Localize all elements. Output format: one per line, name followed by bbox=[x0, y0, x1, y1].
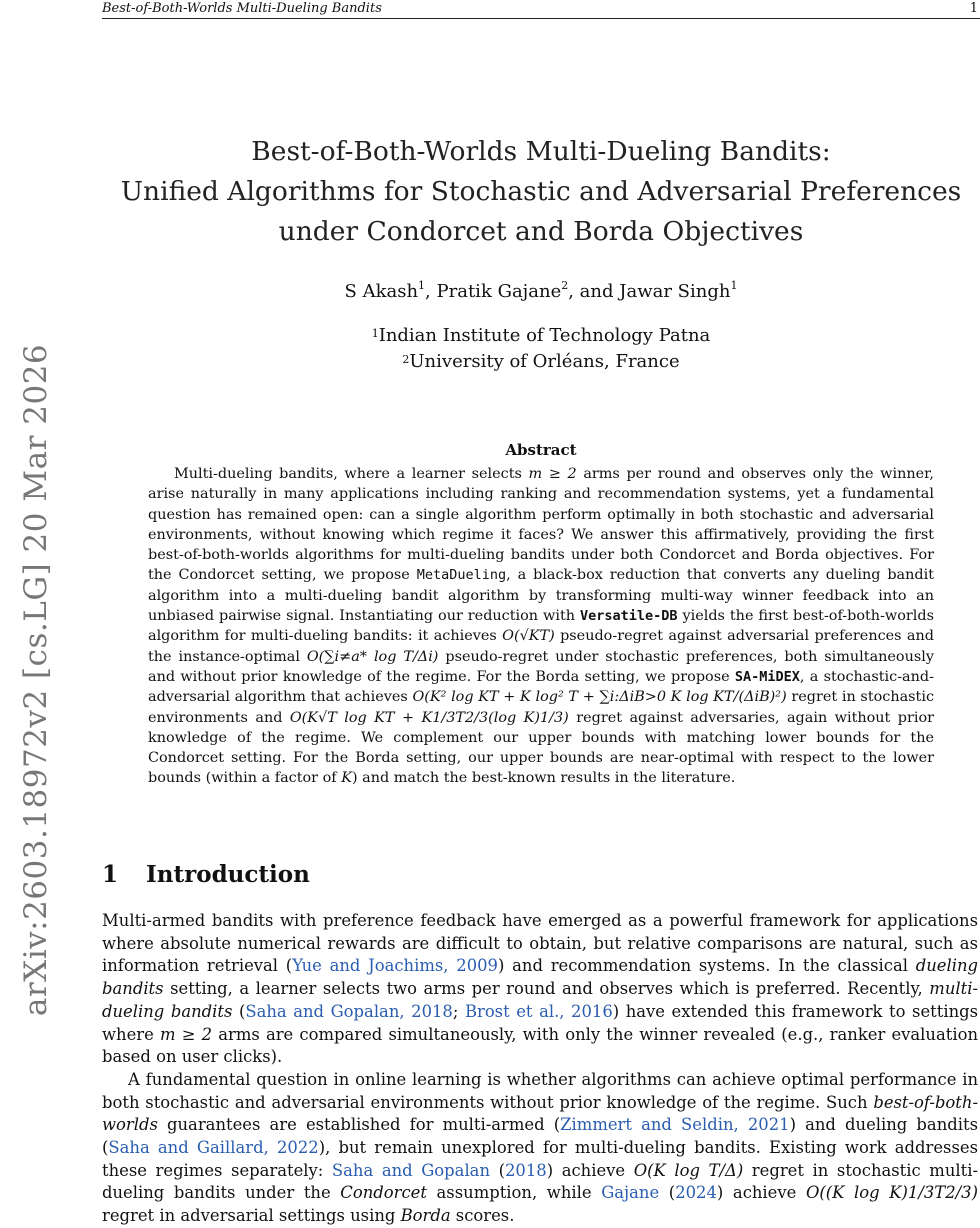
citation-link[interactable]: Brost et al., 2016 bbox=[464, 1001, 613, 1021]
running-title: Best-of-Both-Worlds Multi-Dueling Bandits bbox=[102, 1, 382, 16]
arxiv-identifier: arXiv:2603.18972v2 [cs.LG] 20 Mar 2026 bbox=[18, 343, 54, 1017]
affiliation: $^1$Indian Institute of Technology Patna bbox=[371, 325, 711, 346]
citation-link[interactable]: Saha and Gopalan, 2018 bbox=[245, 1001, 453, 1021]
author-affil-mark: 1 bbox=[418, 279, 426, 292]
title-line-3: under Condorcet and Borda Objectives bbox=[278, 216, 804, 247]
author-name: Jawar Singh bbox=[619, 281, 731, 302]
citation-link[interactable]: Saha and Gaillard, 2022 bbox=[108, 1138, 319, 1158]
abstract-heading: Abstract bbox=[505, 441, 577, 459]
abstract-paragraph: Multi-dueling bandits, where a learner selects m ≥ 2 arms per round and observes only the winner, arise naturally in many applications including ranking and recommendation systems, yet a fundamental question has remained open: can a single algorithm perform optimally in both stochastic and adversarial environments, without knowing which regime it faces? We answer this affirmatively, providing the first best-of-both-worlds algorithms for multi-dueling bandits under both Condorcet and Borda objectives. For the Condorcet setting, we propose MetaDueling, a black-box reduction that converts any dueling bandit algorithm into a multi-dueling bandit algorithm by transforming multi-way winner feedback into an unbiased pairwise signal. Instantiating our reduction with Versatile-DB yields the first best-of-both-worlds algorithm for multi-dueling bandits: it achieves O(√KT) pseudo-regret against adversarial preferences and the instance-optimal O(∑i≠a* log T/Δi) pseudo-regret under stochastic preferences, both simultaneously and without prior knowledge of the regime. For the Borda setting, we propose SA-MiDEX, a stochastic-and-adversarial algorithm that achieves O(K² log KT + K log² T + ∑i:ΔiB>0 K log KT/(ΔiB)²) regret in stochastic environments and O(K√T log KT + K1/3T2/3(log K)1/3) regret against adversaries, again without prior knowledge of the regime. We complement our upper bounds with matching lower bounds for the Condorcet setting. For the Borda setting, our upper bounds are near-optimal with respect to the lower bounds (within a factor of K) and match the best-known results in the literature. bbox=[148, 466, 935, 787]
citation-link[interactable]: Gajane bbox=[601, 1183, 660, 1203]
paper-title bbox=[102, 132, 980, 252]
math-inline: O(K√T log KT + K1/3T2/3(log K)1/3) bbox=[289, 709, 569, 726]
citation-link[interactable]: Zimmert and Seldin, 2021 bbox=[560, 1115, 790, 1135]
algorithm-name: MetaDueling bbox=[416, 567, 507, 584]
section-heading bbox=[102, 861, 310, 888]
author-affil-mark: 2 bbox=[561, 279, 569, 292]
citation-link[interactable]: 2018 bbox=[505, 1160, 547, 1180]
citation-link[interactable]: 2024 bbox=[675, 1183, 717, 1203]
math-inline: m ≥ 2 bbox=[160, 1024, 213, 1044]
section-number: 1 bbox=[102, 861, 119, 888]
math-inline: O(K² log KT + K log² T + ∑i:ΔiB>0 K log KT/(ΔiB)²) bbox=[412, 689, 787, 706]
author-name: Pratik Gajane bbox=[436, 281, 562, 302]
math-inline: m ≥ 2 bbox=[528, 466, 577, 482]
author-affil-mark: 1 bbox=[730, 279, 738, 292]
author-list: S Akash$^1$, Pratik Gajane$^2$, and Jawar Singh$^1$ bbox=[344, 279, 738, 302]
abstract-body bbox=[148, 464, 934, 789]
citation-link[interactable]: Yue and Joachims, 2009 bbox=[292, 956, 498, 976]
math-inline: O(√KT) bbox=[502, 628, 555, 645]
section-title: Introduction bbox=[146, 861, 310, 888]
algorithm-name: SA-MiDEX bbox=[734, 668, 800, 685]
math-inline: O(K log T/Δ) bbox=[633, 1160, 744, 1180]
intro-paragraph-2: A fundamental question in online learning is whether algorithms can achieve optimal performance in both stochastic and adversarial environments without prior knowledge of the regime. Such best-of-both-worlds guarantees are established for multi-armed (Zimmert and Seldin, 2021) and dueling bandits (Saha and Gaillard, 2022), but remain unexplored for multi-dueling bandits. Existing work addresses these regimes separately: Saha and Gopalan (2018) achieve O(K log T/Δ) regret in stochastic multi-dueling bandits under the Condorcet assumption, while Gajane (2024) achieve O((K log K)1/3T2/3) regret in adversarial settings using Borda scores. bbox=[102, 1069, 978, 1226]
affiliation-list bbox=[102, 323, 980, 375]
algorithm-name: Versatile-DB bbox=[579, 608, 678, 625]
math-inline: O(∑i≠a* log T/Δi) bbox=[306, 648, 439, 665]
running-header bbox=[102, 0, 980, 19]
author-name: S Akash bbox=[344, 281, 419, 302]
page-number: 1 bbox=[969, 1, 978, 16]
intro-paragraph-1: Multi-armed bandits with preference feedback have emerged as a powerful framework for applications where absolute numerical rewards are difficult to obtain, but relative comparisons are natural, such as information retrieval (Yue and Joachims, 2009) and recommendation systems. In the classical dueling bandits setting, a learner selects two arms per round and observes which is preferred. Recently, multi-dueling bandits (Saha and Gopalan, 2018; Brost et al., 2016) have extended this framework to settings where m ≥ 2 arms are compared simultaneously, with only the winner revealed (e.g., ranker evaluation based on user clicks). bbox=[102, 911, 979, 1067]
math-inline: O((K log K)1/3T2/3) bbox=[805, 1183, 978, 1203]
title-line-1: Best-of-Both-Worlds Multi-Dueling Bandits: bbox=[251, 136, 831, 167]
title-line-2: Unified Algorithms for Stochastic and Adversarial Preferences bbox=[120, 176, 962, 207]
citation-link[interactable]: Saha and Gopalan bbox=[331, 1160, 491, 1180]
arxiv-sidebar bbox=[14, 340, 58, 1020]
affiliation: $^2$University of Orléans, France bbox=[402, 351, 680, 372]
math-inline: K bbox=[341, 770, 352, 787]
introduction-body bbox=[102, 910, 978, 1228]
